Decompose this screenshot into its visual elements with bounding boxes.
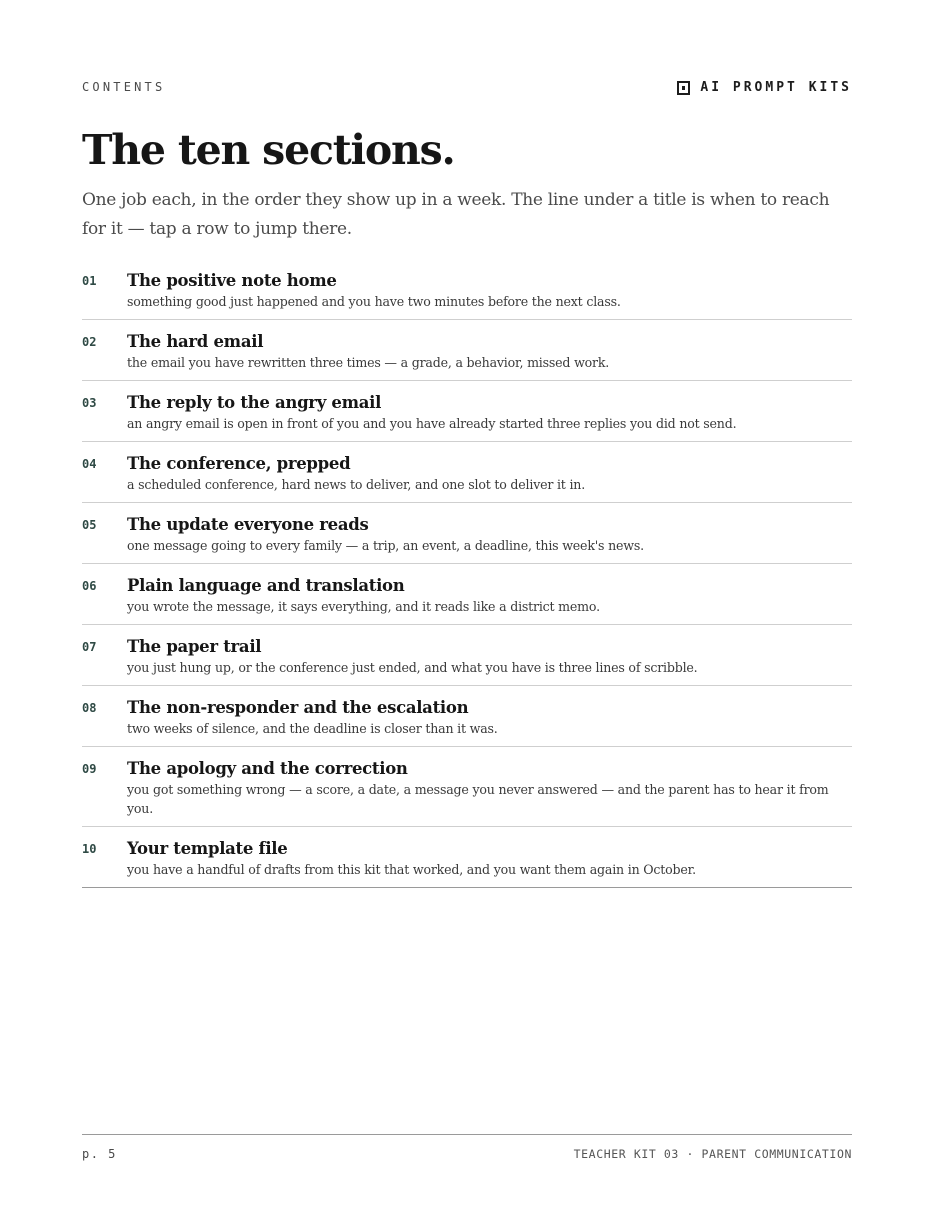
section-title: The conference, prepped (127, 454, 351, 473)
section-number: 01 (82, 274, 97, 288)
page-title: The ten sections. (82, 126, 455, 174)
section-number: 04 (82, 457, 97, 471)
section-when: you have a handful of drafts from this kit that worked, and you want them again in October. (127, 862, 696, 877)
bracket-logo-icon (677, 81, 690, 95)
brand (677, 80, 852, 95)
section-row-02[interactable] (82, 320, 852, 381)
intro-paragraph: One job each, in the order they show up in a week. The line under a title is when to reach for it — tap a row to jump there. (82, 190, 830, 239)
kit-label: TEACHER KIT 03 · PARENT COMMUNICATION (573, 1147, 852, 1161)
section-title: The hard email (127, 332, 264, 351)
section-title: The positive note home (127, 271, 337, 290)
section-when: something good just happened and you have two minutes before the next class. (127, 294, 621, 309)
section-when: the email you have rewritten three times — a grade, a behavior, missed work. (127, 355, 610, 370)
section-when: you got something wrong — a score, a date, a message you never answered — and the parent has to hear it from you. (127, 782, 829, 816)
section-row-05[interactable] (82, 503, 852, 564)
section-number: 08 (82, 701, 97, 715)
section-row-08[interactable] (82, 686, 852, 747)
section-title: The update everyone reads (127, 515, 369, 534)
contents-label: CONTENTS (82, 80, 166, 94)
section-title: The paper trail (127, 637, 262, 656)
section-number: 02 (82, 335, 97, 349)
section-row-09[interactable] (82, 747, 852, 827)
section-title: The reply to the angry email (127, 393, 382, 412)
section-when: you wrote the message, it says everything, and it reads like a district memo. (127, 599, 600, 614)
section-row-04[interactable] (82, 442, 852, 503)
section-number: 03 (82, 396, 97, 410)
section-number: 07 (82, 640, 97, 654)
section-number: 09 (82, 762, 97, 776)
section-number: 05 (82, 518, 97, 532)
page-number: p. 5 (82, 1147, 117, 1161)
section-row-10[interactable] (82, 827, 852, 887)
section-when: you just hung up, or the conference just ended, and what you have is three lines of scribble. (127, 660, 698, 675)
section-row-03[interactable] (82, 381, 852, 442)
section-row-01[interactable] (82, 259, 852, 320)
section-when: an angry email is open in front of you and you have already started three replies you did not send. (127, 416, 737, 431)
section-when: one message going to every family — a trip, an event, a deadline, this week's news. (127, 538, 644, 553)
section-title: The apology and the correction (127, 759, 408, 778)
section-row-07[interactable] (82, 625, 852, 686)
section-title: The non-responder and the escalation (127, 698, 469, 717)
section-row-06[interactable] (82, 564, 852, 625)
section-when: two weeks of silence, and the deadline is closer than it was. (127, 721, 498, 736)
section-title: Your template file (127, 839, 288, 858)
section-title: Plain language and translation (127, 576, 405, 595)
section-number: 10 (82, 842, 97, 856)
document-page (82, 0, 852, 1210)
page-footer (82, 1134, 852, 1161)
section-when: a scheduled conference, hard news to deliver, and one slot to deliver it in. (127, 477, 586, 492)
section-number: 06 (82, 579, 97, 593)
sections-list (82, 259, 852, 888)
top-bar (82, 80, 852, 96)
brand-name: AI PROMPT KITS (700, 80, 852, 95)
